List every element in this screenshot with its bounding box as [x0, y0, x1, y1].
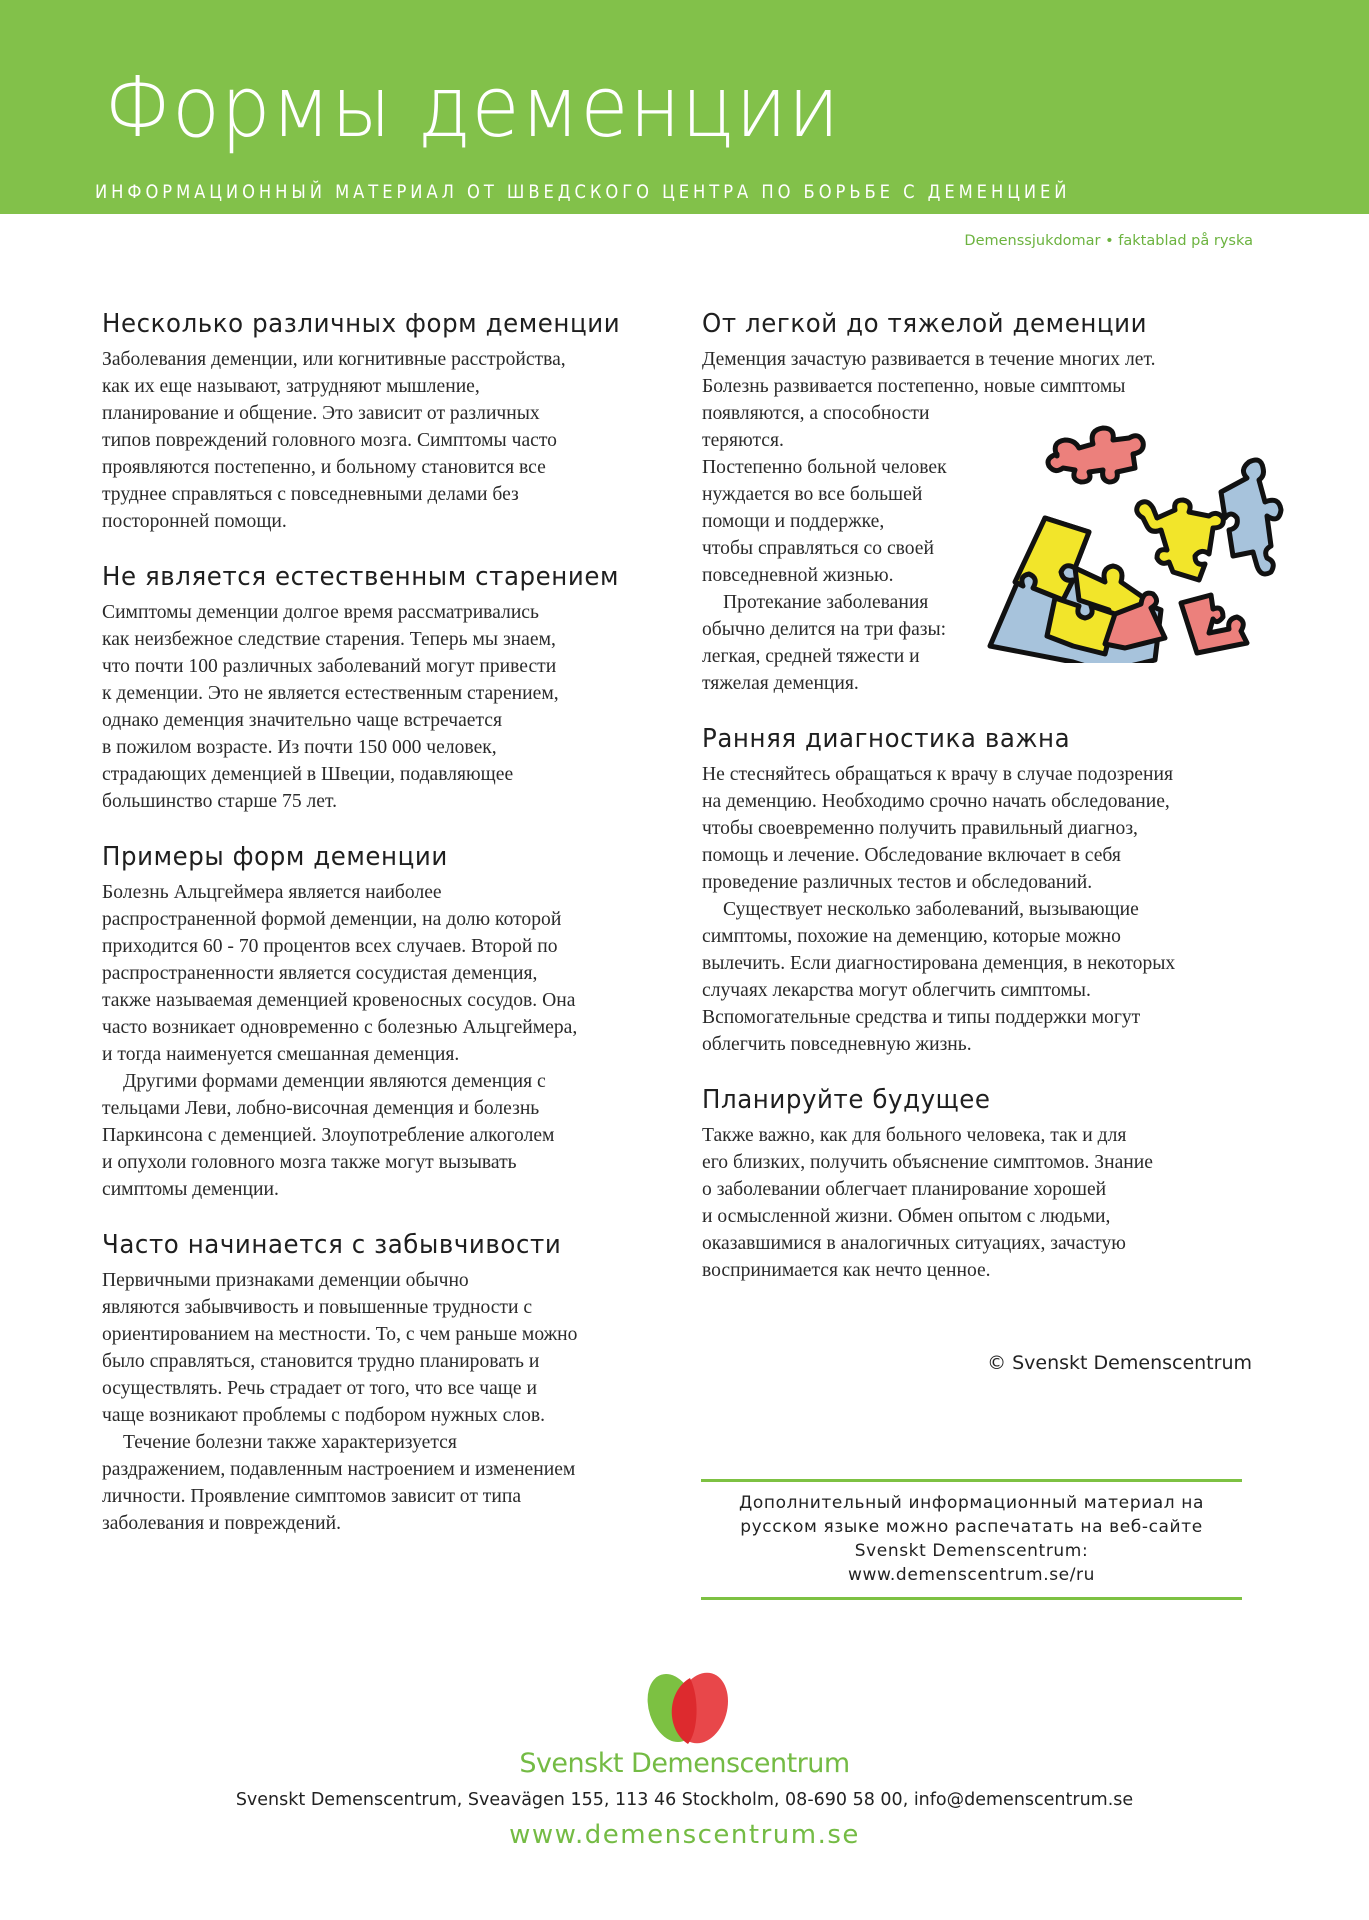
organization-address: Svenskt Demenscentrum, Sveavägen 155, 113 46 Stockholm, 08-690 58 00, info@demenscentrum.se	[235, 1790, 1134, 1810]
body-line: чаще возникают проблемы с подбором нужных слов.	[102, 1405, 546, 1426]
body-line: и осмысленной жизни. Обмен опытом с людьми,	[702, 1206, 1111, 1227]
body-line: Не стесняйтесь обращаться к врачу в случае подозрения	[702, 764, 1173, 785]
header-banner	[0, 0, 1369, 214]
body-line: Паркинсона с деменцией. Злоупотребление алкоголем	[102, 1125, 555, 1146]
body-line: в пожилом возрасте. Из почти 150 000 человек,	[102, 737, 497, 758]
section-body	[102, 346, 662, 535]
info-line: Дополнительный информационный материал на	[739, 1493, 1204, 1513]
body-line: также называемая деменцией кровеносных сосудов. Она	[102, 990, 576, 1011]
section-forms	[102, 308, 662, 535]
body-line: Другими формами деменции являются деменция с	[123, 1071, 546, 1092]
section-forgetfulness	[102, 1229, 662, 1537]
document-tagline: Demenssjukdomar • faktablad på ryska	[964, 233, 1253, 249]
section-heading: Несколько различных форм деменции	[102, 309, 621, 339]
website-link[interactable]: www.demenscentrum.se	[509, 1820, 860, 1850]
body-line: было справляться, становится трудно планировать и	[102, 1351, 540, 1372]
body-line: симптомы деменции.	[102, 1179, 279, 1200]
body-line: планирование и общение. Это зависит от различных	[102, 403, 540, 424]
section-body	[702, 761, 1257, 1058]
body-line: появляются, а способности	[702, 403, 930, 424]
body-line: оказавшимися в аналогичных ситуациях, зачастую	[702, 1233, 1126, 1254]
section-heading: От легкой до тяжелой деменции	[702, 309, 1148, 339]
body-line: тяжелая деменция.	[702, 673, 859, 694]
body-line: чтобы справляться со своей	[702, 538, 934, 559]
body-line: на деменцию. Необходимо срочно начать обследование,	[702, 791, 1170, 812]
section-plan-future	[702, 1084, 1257, 1284]
body-line: являются забывчивость и повышенные трудности с	[102, 1297, 533, 1318]
body-line: случаях лекарства могут облегчить симптомы.	[702, 980, 1091, 1001]
body-line: Существует несколько заболеваний, вызывающие	[723, 899, 1139, 920]
section-body	[102, 879, 662, 1203]
body-line: Симптомы деменции долгое время рассматривались	[102, 602, 539, 623]
body-line: нуждается во все большей	[702, 484, 923, 505]
body-line: Болезнь Альцгеймера является наиболее	[102, 882, 442, 903]
body-line: и опухоли головного мозга также могут вызывать	[102, 1152, 517, 1173]
body-line: заболевания и повреждений.	[102, 1513, 341, 1534]
body-line: раздражением, подавленным настроением и изменением	[102, 1459, 576, 1480]
body-line: Протекание заболевания	[723, 592, 929, 613]
info-box-bottom-rule	[701, 1597, 1242, 1600]
body-line: воспринимается как нечто ценное.	[702, 1260, 991, 1281]
body-line: Постепенно больной человек	[702, 457, 947, 478]
body-line: посторонней помощи.	[102, 511, 287, 532]
body-line: Также важно, как для больного человека, так и для	[702, 1125, 1127, 1146]
page-title: Формы деменции	[104, 58, 841, 156]
body-line: помощи и поддержке,	[702, 511, 885, 532]
info-link[interactable]: www.demenscentrum.se/ru	[847, 1565, 1096, 1585]
body-line: о заболевании облегчает планирование хорошей	[702, 1179, 1107, 1200]
body-line: приходится 60 - 70 процентов всех случаев. Второй по	[102, 936, 558, 957]
body-line: симптомы, похожие на деменцию, которые можно	[702, 926, 1121, 947]
puzzle-pieces-icon	[985, 418, 1285, 663]
heart-logo-icon	[646, 1672, 730, 1746]
body-line: типов повреждений головного мозга. Симптомы часто	[102, 430, 557, 451]
section-body	[702, 1122, 1257, 1284]
copyright-notice: © Svenskt Demenscentrum	[987, 1352, 1252, 1374]
body-line: как их еще называют, затрудняют мышление,	[102, 376, 480, 397]
body-line: Течение болезни также характеризуется	[123, 1432, 457, 1453]
section-heading: Ранняя диагностика важна	[702, 724, 1071, 754]
body-line: облегчить повседневную жизнь.	[702, 1034, 972, 1055]
body-line: осуществлять. Речь страдает от того, что все чаще и	[102, 1378, 537, 1399]
body-line: Болезнь развивается постепенно, новые симптомы	[702, 376, 1126, 397]
body-line: распространенной формой деменции, на долю которой	[102, 909, 562, 930]
organization-name: Svenskt Demenscentrum	[519, 1748, 850, 1779]
body-line: теряются.	[702, 430, 784, 451]
body-line: тельцами Леви, лобно-височная деменция и болезнь	[102, 1098, 540, 1119]
body-line: Первичными признаками деменции обычно	[102, 1270, 469, 1291]
section-heading: Не является естественным старением	[102, 562, 620, 592]
body-line: повседневной жизнью.	[702, 565, 894, 586]
section-body	[102, 599, 662, 815]
body-line: его близких, получить объяснение симптомов. Знание	[702, 1152, 1153, 1173]
body-line: труднее справляться с повседневными делами без	[102, 484, 519, 505]
body-line: большинство старше 75 лет.	[102, 791, 337, 812]
body-line: распространенности является сосудистая деменция,	[102, 963, 538, 984]
body-line: помощь и лечение. Обследование включает в себя	[702, 845, 1121, 866]
body-line: личности. Проявление симптомов зависит от типа	[102, 1486, 522, 1507]
body-line: как неизбежное следствие старения. Теперь мы знаем,	[102, 629, 556, 650]
body-line: к деменции. Это не является естественным старением,	[102, 683, 559, 704]
body-line: проявляются постепенно, и больному становится все	[102, 457, 546, 478]
body-line: проведение различных тестов и обследований.	[702, 872, 1093, 893]
left-column	[102, 308, 662, 1537]
body-line: легкая, средней тяжести и	[702, 646, 920, 667]
body-line: страдающих деменцией в Швеции, подавляющее	[102, 764, 514, 785]
info-box-text	[701, 1491, 1242, 1587]
info-line: русском языке можно распечатать на веб-сайте	[740, 1517, 1203, 1537]
section-early-diagnosis	[702, 723, 1257, 1058]
body-line: ориентированием на местности. То, с чем раньше можно	[102, 1324, 578, 1345]
body-line: Заболевания деменции, или когнитивные расстройства,	[102, 349, 566, 370]
body-line: чтобы своевременно получить правильный диагноз,	[702, 818, 1138, 839]
body-line: обычно делится на три фазы:	[702, 619, 947, 640]
section-not-aging	[102, 561, 662, 815]
body-line: и тогда наименуется смешанная деменция.	[102, 1044, 460, 1065]
body-line: часто возникает одновременно с болезнью Альцгеймера,	[102, 1017, 578, 1038]
section-heading: Часто начинается с забывчивости	[102, 1230, 562, 1260]
body-line: что почти 100 различных заболеваний могут привести	[102, 656, 557, 677]
info-box	[701, 1479, 1242, 1600]
page-subtitle: ИНФОРМАЦИОННЫЙ МАТЕРИАЛ ОТ ШВЕДСКОГО ЦЕНТРА ПО БОРЬБЕ С ДЕМЕНЦИЕЙ	[95, 181, 1071, 203]
body-line: Вспомогательные средства и типы поддержки могут	[702, 1007, 1141, 1028]
info-box-top-rule	[701, 1479, 1242, 1482]
section-heading: Примеры форм деменции	[102, 842, 448, 872]
section-examples	[102, 841, 662, 1203]
section-heading: Планируйте будущее	[702, 1085, 991, 1115]
body-line: Деменция зачастую развивается в течение многих лет.	[702, 349, 1156, 370]
info-line: Svenskt Demenscentrum:	[854, 1541, 1089, 1561]
body-line: вылечить. Если диагностирована деменция, в некоторых	[702, 953, 1176, 974]
body-line: однако деменция значительно чаще встречается	[102, 710, 502, 731]
section-body	[102, 1267, 662, 1537]
